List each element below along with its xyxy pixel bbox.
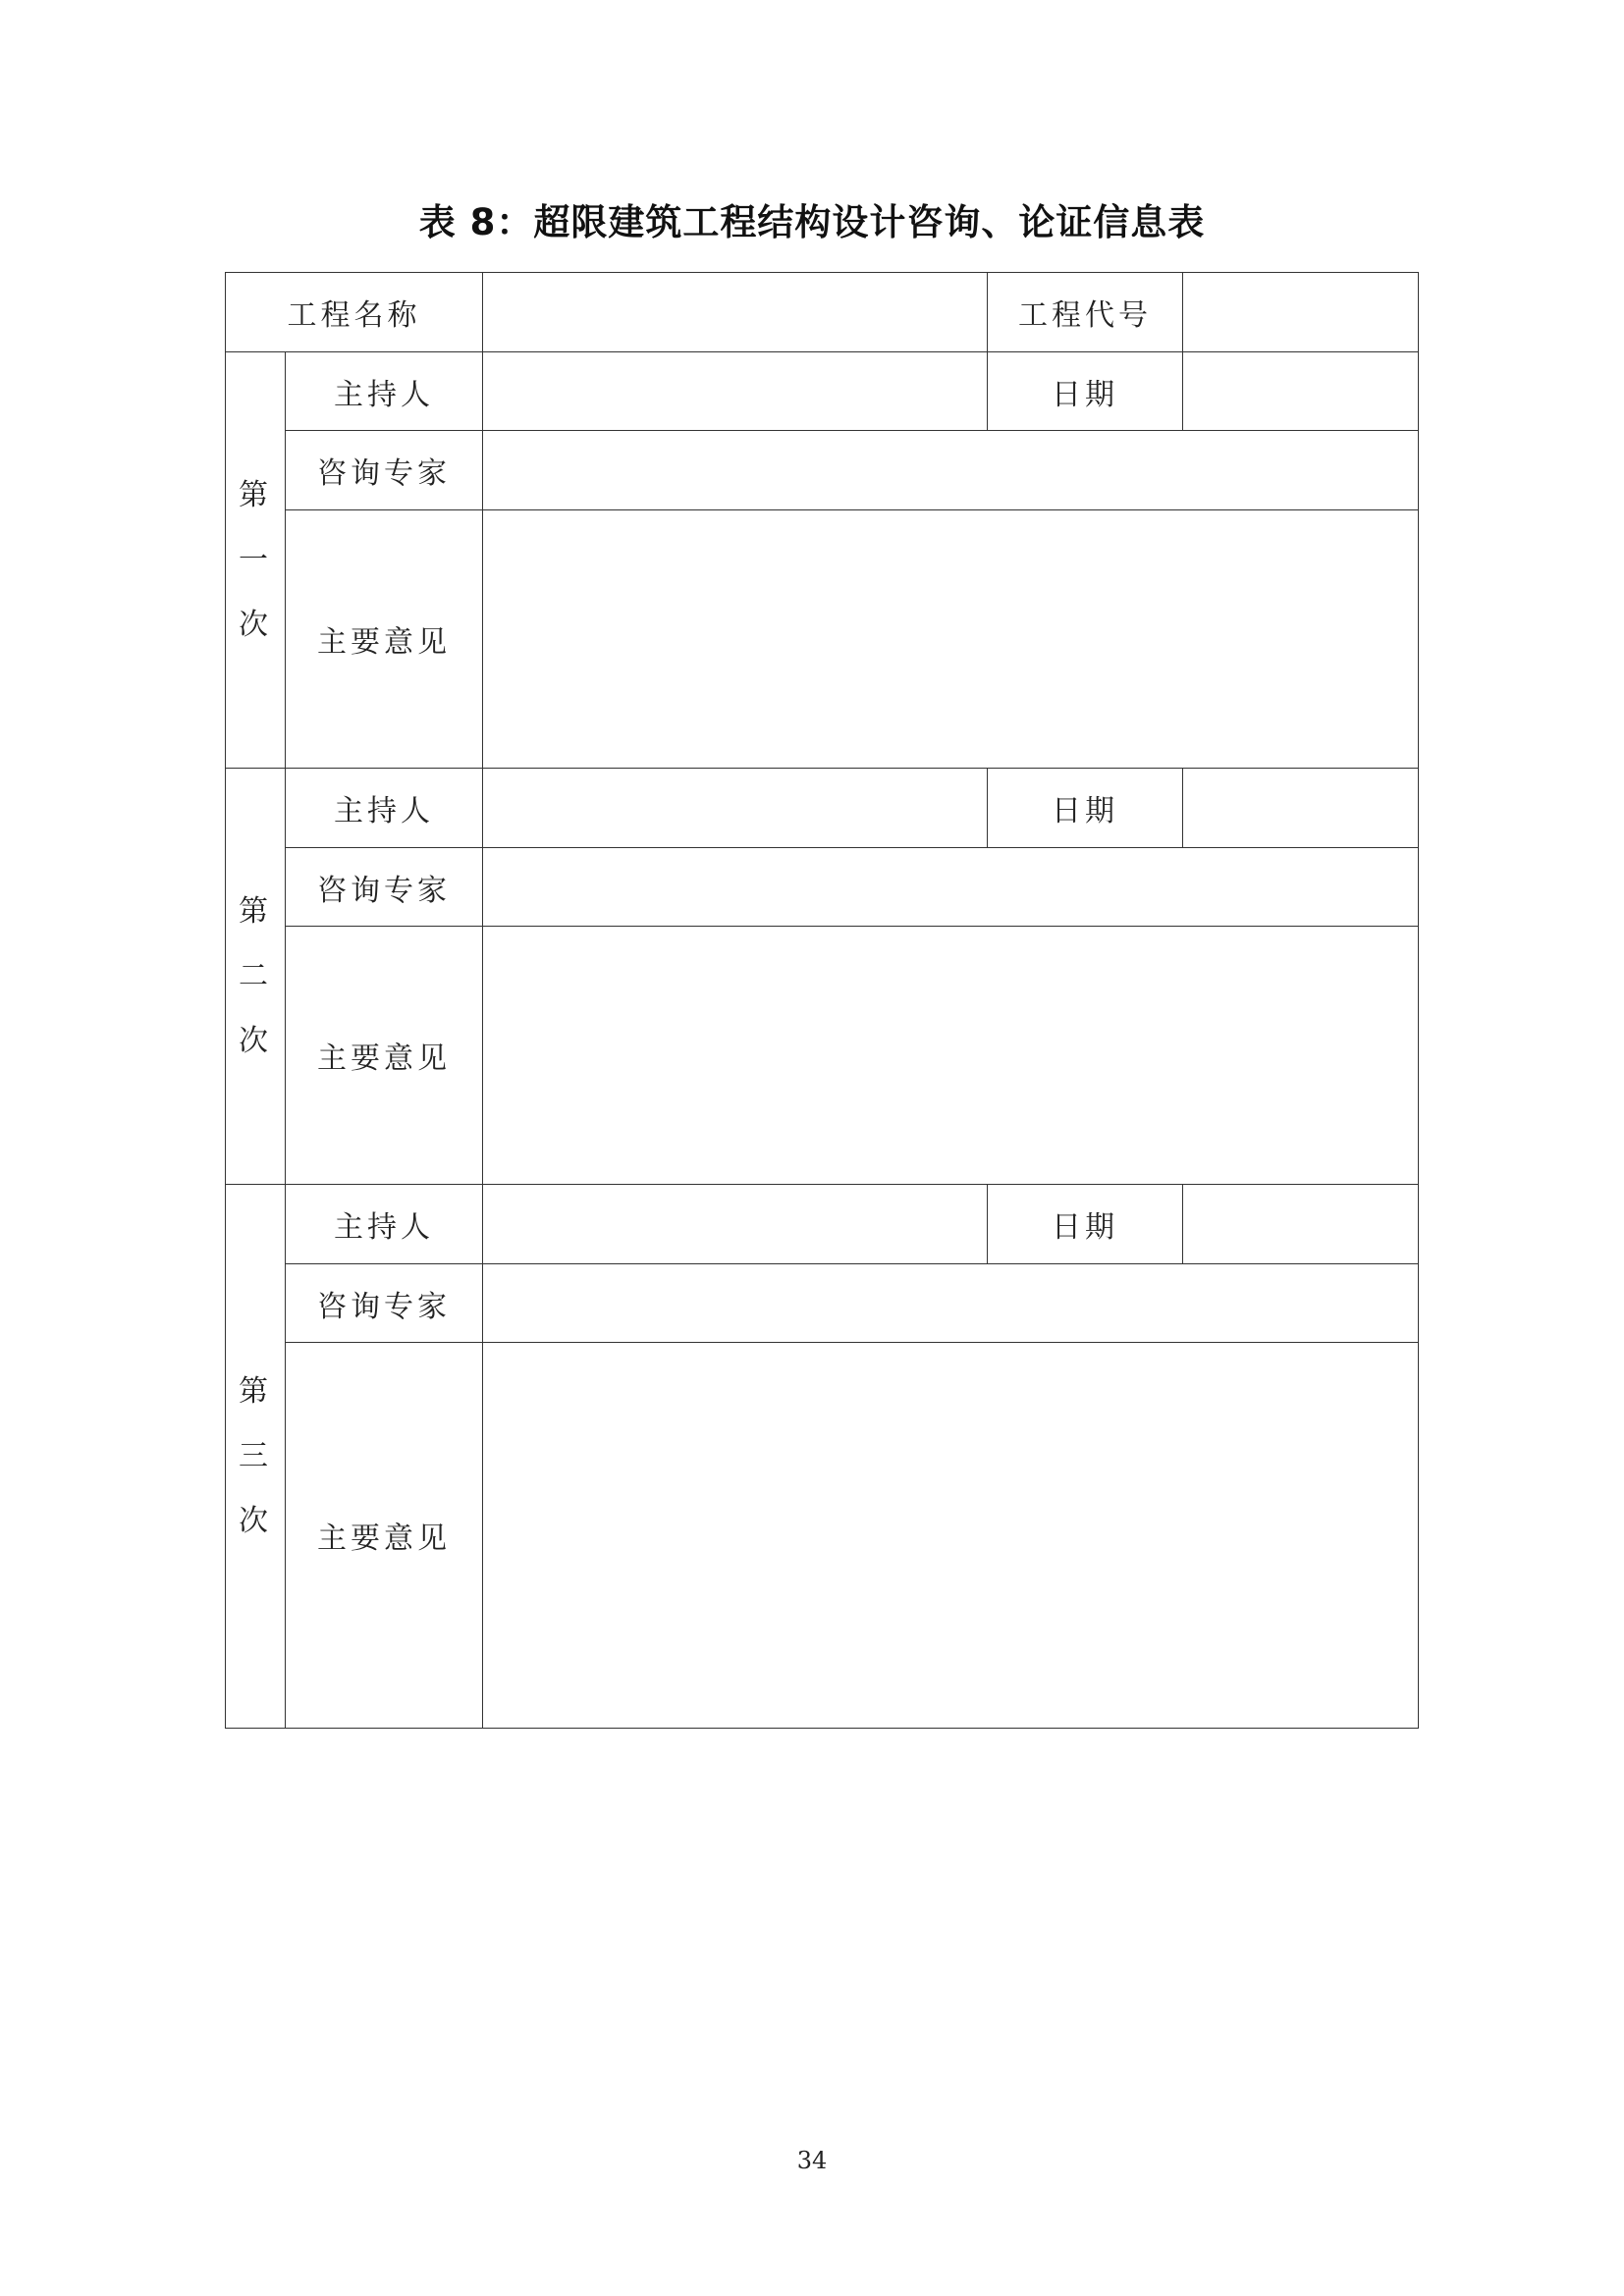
session-2-experts-row [226, 848, 1419, 927]
session-2-label-char: 第 [239, 893, 272, 929]
session-1-opinions-row [226, 510, 1419, 769]
page-number: 34 [796, 2147, 828, 2174]
session-1-label-char: 次 [239, 607, 272, 642]
project-header-row [226, 273, 1419, 352]
session-1-opinions-label: 主要意见 [286, 510, 483, 769]
session-2-opinions-label: 主要意见 [286, 927, 483, 1185]
session-1-experts-row [226, 431, 1419, 510]
session-3-host-row [226, 1185, 1419, 1264]
session-3-host-field[interactable] [483, 1185, 988, 1264]
session-3-opinions-field[interactable] [483, 1343, 1419, 1729]
session-3-opinions-label: 主要意见 [286, 1343, 483, 1729]
session-2-label-char: 二 [239, 958, 272, 993]
session-3-experts-field[interactable] [483, 1264, 1419, 1343]
session-2-label [226, 769, 286, 1185]
session-2-experts-label: 咨询专家 [286, 848, 483, 927]
session-2-label-char: 次 [239, 1023, 272, 1058]
session-3-label [226, 1185, 286, 1729]
session-2-date-field[interactable] [1183, 769, 1419, 848]
session-3-experts-row [226, 1264, 1419, 1343]
session-3-host-label: 主持人 [286, 1185, 483, 1264]
session-3-date-label: 日期 [988, 1185, 1183, 1264]
project-name-field[interactable] [483, 273, 988, 352]
page-title: 表 8：超限建筑工程结构设计咨询、论证信息表 [418, 201, 1206, 243]
session-1-experts-label: 咨询专家 [286, 431, 483, 510]
session-2-host-field[interactable] [483, 769, 988, 848]
session-1-experts-field[interactable] [483, 431, 1419, 510]
session-1-label-char: 一 [239, 542, 272, 577]
session-1-opinions-field[interactable] [483, 510, 1419, 769]
session-1-label [226, 352, 286, 769]
session-3-date-field[interactable] [1183, 1185, 1419, 1264]
session-1-host-field[interactable] [483, 352, 988, 431]
session-3-label-char: 三 [239, 1438, 272, 1473]
session-2-host-label: 主持人 [286, 769, 483, 848]
project-code-label: 工程代号 [988, 273, 1183, 352]
session-1-label-char: 第 [239, 477, 272, 512]
session-3-label-char: 第 [239, 1373, 272, 1409]
project-name-label: 工程名称 [226, 273, 483, 352]
session-3-label-char: 次 [239, 1503, 272, 1538]
session-2-opinions-field[interactable] [483, 927, 1419, 1185]
session-3-experts-label: 咨询专家 [286, 1264, 483, 1343]
session-3-opinions-row [226, 1343, 1419, 1729]
session-1-date-field[interactable] [1183, 352, 1419, 431]
session-2-host-row [226, 769, 1419, 848]
session-1-host-row [226, 352, 1419, 431]
session-1-date-label: 日期 [988, 352, 1183, 431]
consultation-info-table [225, 272, 1419, 1729]
session-2-opinions-row [226, 927, 1419, 1185]
session-1-host-label: 主持人 [286, 352, 483, 431]
session-2-experts-field[interactable] [483, 848, 1419, 927]
session-2-date-label: 日期 [988, 769, 1183, 848]
project-code-field[interactable] [1183, 273, 1419, 352]
